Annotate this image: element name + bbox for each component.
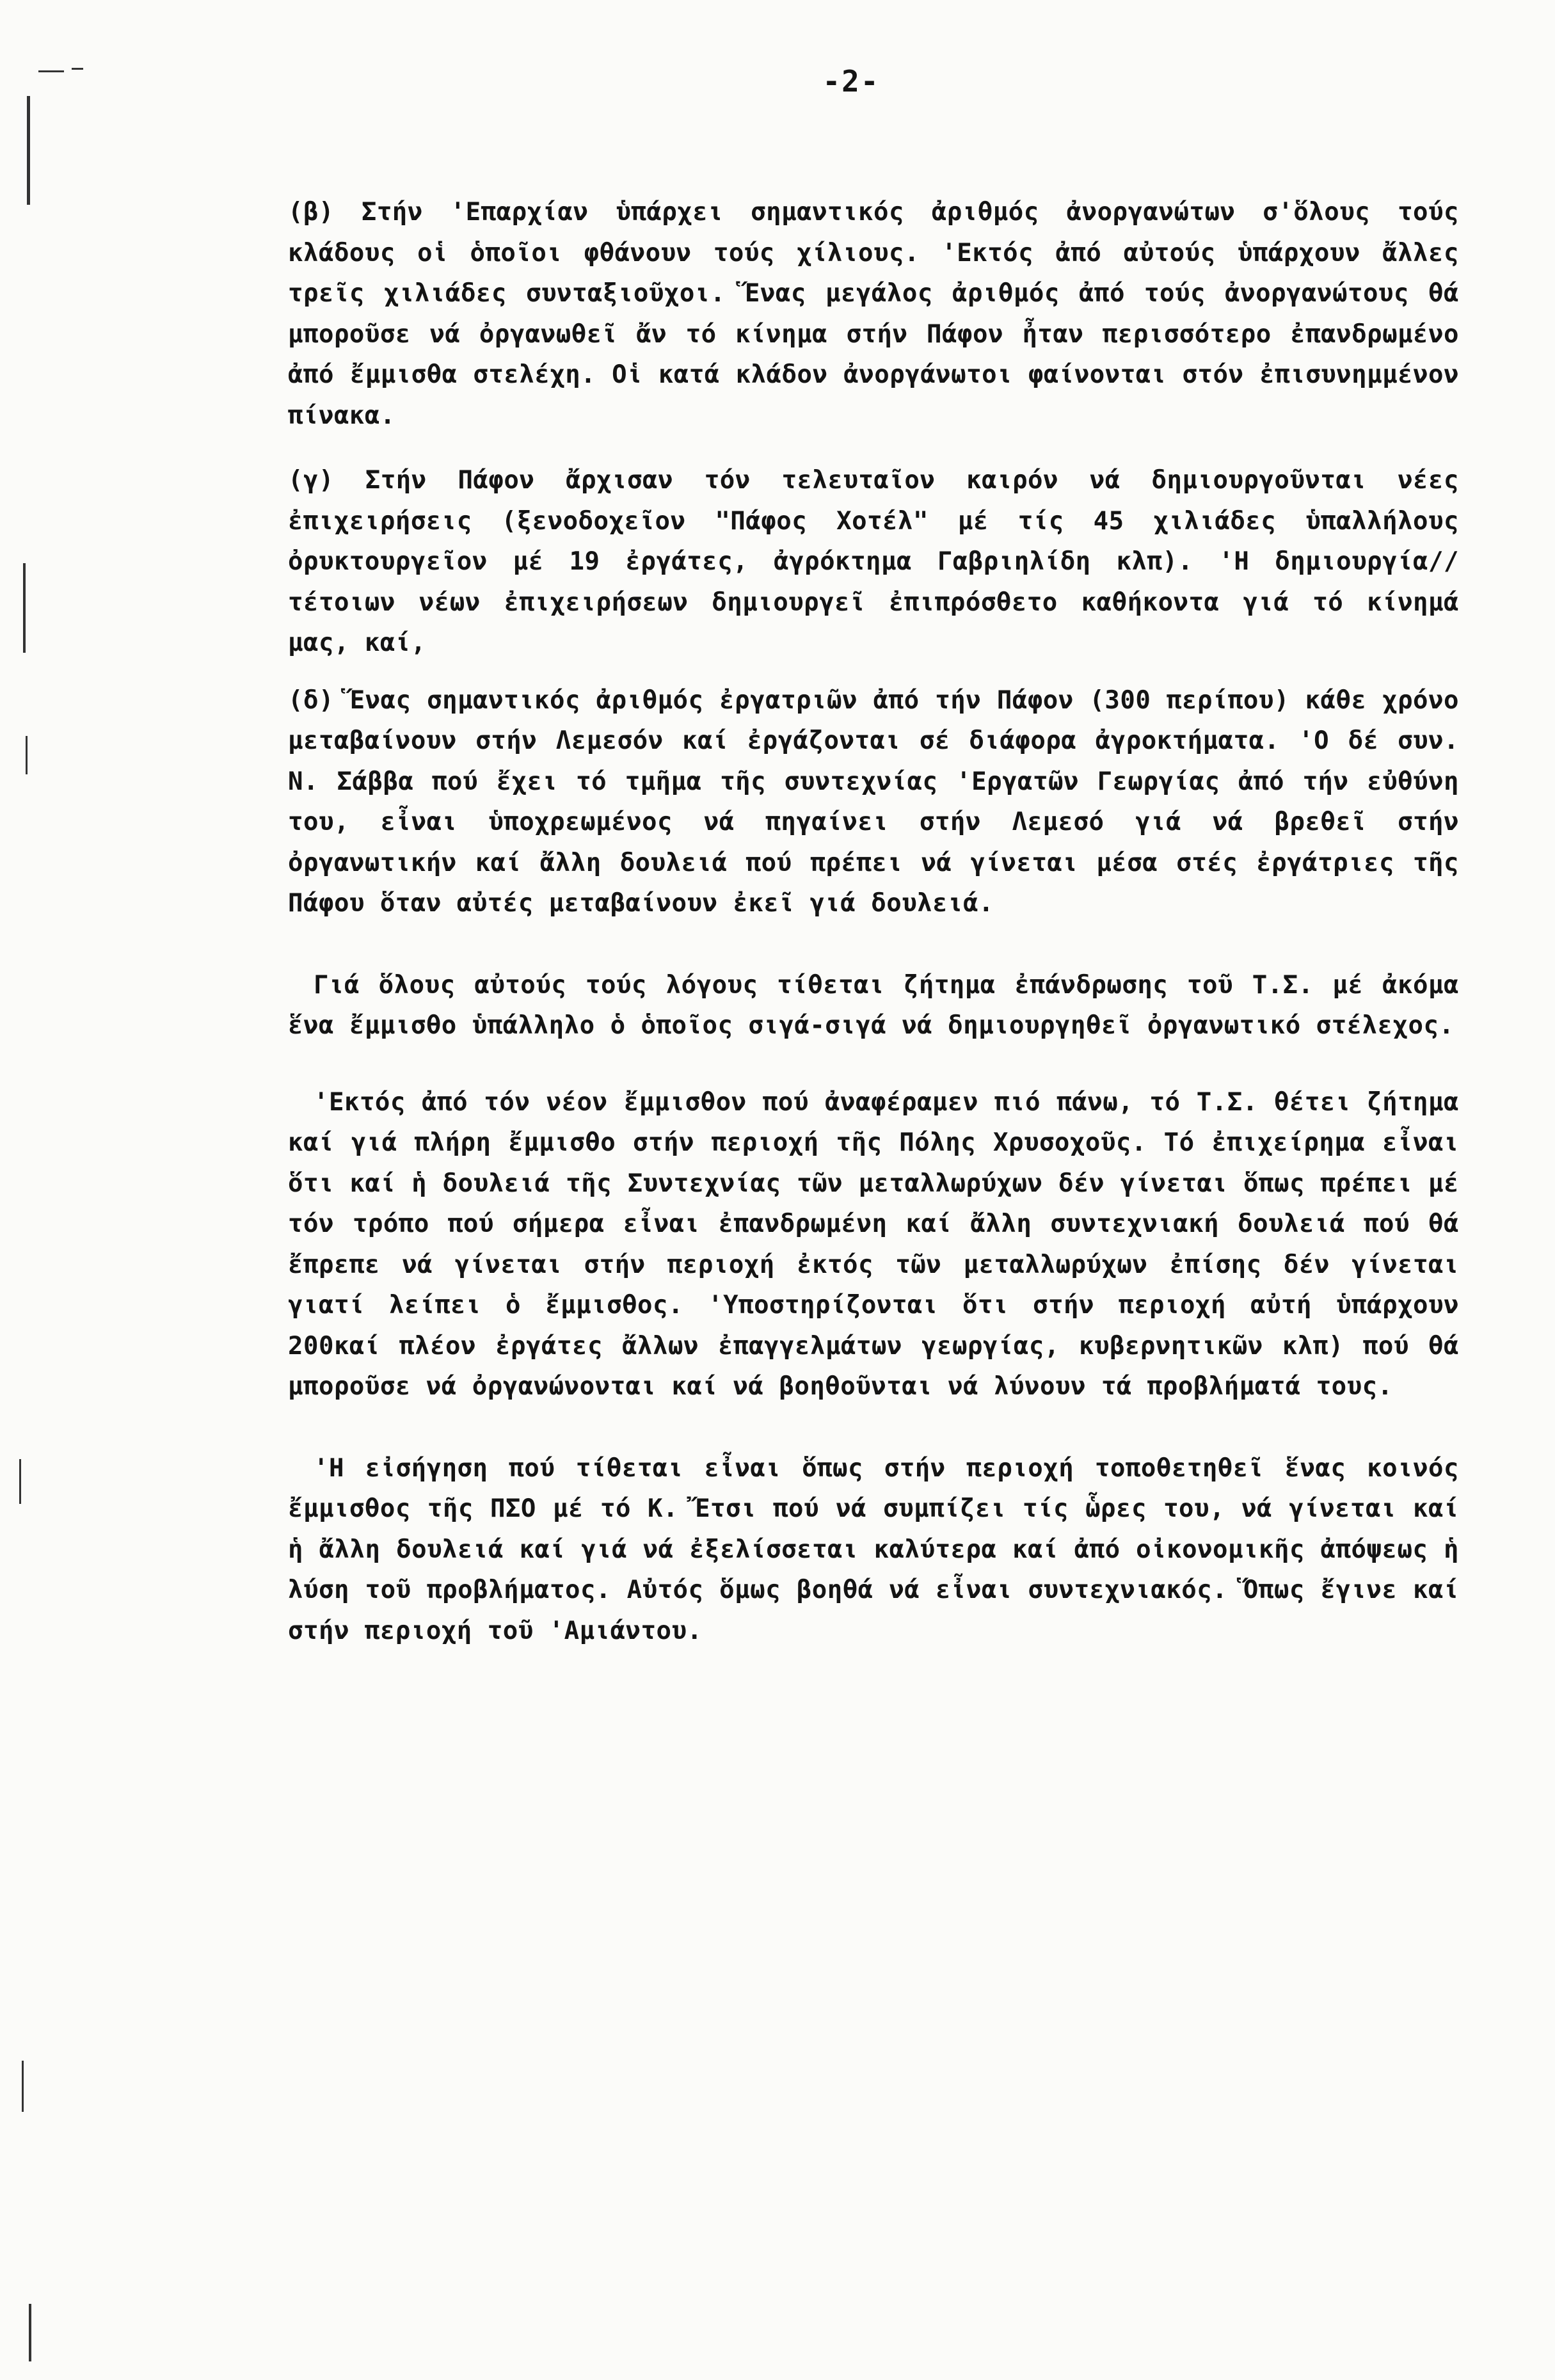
scan-mark	[22, 2061, 24, 2112]
left-margin-scan-marks	[0, 0, 90, 2380]
paragraph-proposal: 'Η εἰσήγηση πού τίθεται εἶναι ὅπως στήν περιοχή τοποθετηθεῖ ἕνας κοινός ἔμμισθος τῆς ΠΣΟ μέ τό Κ. Ἔτσι πού νά συμπίζει τίς ὧρες του, νά γίνεται καί ἡ ἄλλη δουλειά καί γιά νά ἐξελίσσεται καλύτερα καί ἀπό οἰκονομικῆς ἀπόψεως ἡ λύση τοῦ προβλήματος. Αὐτός ὅμως βοηθά νά εἶναι συντεχνιακός. Ὅπως ἔγινε καί στήν περιοχή τοῦ 'Αμιάντου.	[288, 1453, 1459, 1645]
page-number: -2-	[822, 64, 880, 99]
scan-mark	[26, 736, 28, 774]
paragraph-reasons: Γιά ὅλους αὐτούς τούς λόγους τίθεται ζήτημα ἐπάνδρωσης τοῦ Τ.Σ. μέ ἀκόμα ἕνα ἔμμισθο ὑπάλληλο ὁ ὁποῖος σιγά-σιγά νά δημιουργηθεῖ ὀργανωτικό στέλεχος.	[288, 970, 1459, 1040]
paragraph-beta: (β) Στήν 'Επαρχίαν ὑπάρχει σημαντικός ἀριθμός ἀνοργανώτων σ'ὅλους τούς κλάδους οἱ ὁποῖοι φθάνουν τούς χίλιους. 'Εκτός ἀπό αὐτούς ὑπάρχουν ἄλλες τρεῖς χιλιάδες συνταξιοῦχοι. Ἕνας μεγάλος ἀριθμός ἀπό τούς ἀνοργανώτους θά μποροῦσε νά ὀργανωθεῖ ἄν τό κίνημα στήν Πάφον ἦταν περισσότερο ἐπανδρωμένο ἀπό ἔμμισθα στελέχη. Οἱ κατά κλάδον ἀνοργάνωτοι φαίνονται στόν ἐπισυνημμένον πίνακα.	[288, 198, 1459, 430]
scan-mark	[38, 70, 64, 72]
paragraph-delta: (δ) Ἕνας σημαντικός ἀριθμός ἐργατριῶν ἀπό τήν Πάφον (300 περίπου) κάθε χρόνο μεταβαίνουν στήν Λεμεσόν καί ἐργάζονται σέ διάφορα ἀγροκτήματα. 'Ο δέ συν. Ν. Σάββα πού ἔχει τό τμῆμα τῆς συντεχνίας 'Εργατῶν Γεωργίας ἀπό τήν εὐθύνη του, εἶναι ὑποχρεωμένος νά πηγαίνει στήν Λεμεσό γιά νά βρεθεῖ στήν ὀργανωτικήν καί ἄλλη δουλειά πού πρέπει νά γίνεται μέσα στές ἐργάτριες τῆς Πάφου ὅταν αὐτές μεταβαίνουν ἐκεῖ γιά δουλειά.	[288, 685, 1459, 918]
document-body	[288, 192, 1459, 1651]
scan-mark	[29, 2304, 31, 2361]
paragraph-gamma: (γ) Στήν Πάφον ἄρχισαν τόν τελευταῖον καιρόν νά δημιουργοῦνται νέες ἐπιχειρήσεις (ξενοδοχεῖον "Πάφος Χοτέλ" μέ τίς 45 χιλιάδες ὑπαλλήλους ὀρυκτουργεῖον μέ 19 ἐργάτες, ἀγρόκτημα Γαβριηλίδη κλπ). 'Η δημιουργία// τέτοιων νέων ἐπιχειρήσεων δημιουργεῖ ἐπιπρόσθετο καθήκοντα γιά τό κίνημά μας, καί,	[288, 466, 1459, 657]
scan-mark	[19, 1459, 21, 1504]
scan-mark	[23, 563, 26, 653]
paragraph-polis: 'Εκτός ἀπό τόν νέον ἔμμισθον πού ἀναφέραμεν πιό πάνω, τό Τ.Σ. θέτει ζήτημα καί γιά πλήρη ἔμμισθο στήν περιοχή τῆς Πόλης Χρυσοχοῦς. Τό ἐπιχείρημα εἶναι ὅτι καί ἡ δουλειά τῆς Συντεχνίας τῶν μεταλλωρύχων δέν γίνεται ὅπως πρέπει μέ τόν τρόπο πού σήμερα εἶναι ἐπανδρωμένη καί ἄλλη συντεχνιακή δουλειά πού θά ἔπρεπε νά γίνεται στήν περιοχή ἐκτός τῶν μεταλλωρύχων ἐπίσης δέν γίνεται γιατί λείπει ὁ ἔμμισθος. 'Υποστηρίζονται ὅτι στήν περιοχή αὐτή ὑπάρχουν 200καί πλέον ἐργάτες ἄλλων ἐπαγγελμάτων γεωργίας, κυβερνητικῶν κλπ) πού θά μποροῦσε νά ὀργανώνονται καί νά βοηθοῦνται νά λύνουν τά προβλήματά τους.	[288, 1087, 1459, 1401]
scan-mark	[27, 96, 30, 205]
scan-mark	[72, 68, 83, 70]
